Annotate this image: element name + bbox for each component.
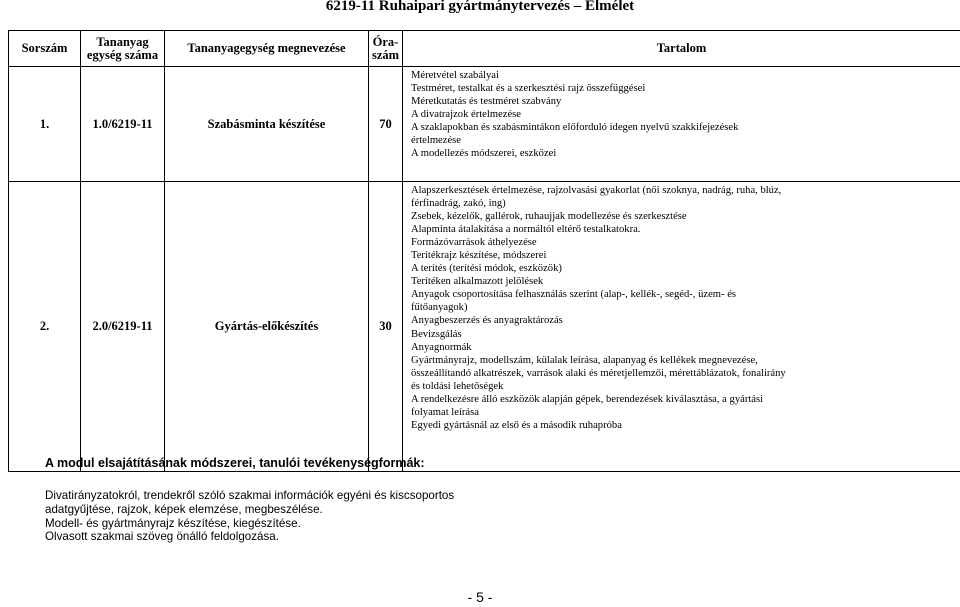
topic-line: A terítés (terítési módok, eszközök) (411, 263, 562, 275)
method-line: Divatirányzatokról, trendekről szóló szakmai információk egyéni és kiscsoportos (45, 489, 455, 502)
topic-line: Zsebek, kézelők, gallérok, ruhaujjak modellezése és szerkesztése (411, 211, 687, 223)
topic-line: A modellezés módszerei, eszközei (411, 148, 557, 160)
row-sorszam: 1. (9, 67, 81, 182)
topic-line: és toldási lehetőségek (411, 380, 504, 392)
topic-line: Méretkutatás és testméret szabvány (411, 96, 562, 108)
topic-line: A rendelkezésre álló eszközök alapján gépek, berendezések kiválasztása, a gyártási (411, 393, 764, 405)
header-oraszam-line1: Óra- (372, 34, 399, 49)
header-tananyag-line2: egység száma (86, 47, 159, 62)
row-topics (403, 67, 960, 182)
topic-line: folyamat leírása (411, 406, 479, 418)
document-title: 6219-11 Ruhaipari gyártmánytervezés – Elmélet (325, 0, 635, 14)
topic-line: A szaklapokban és szabásmintákon előforduló idegen nyelvű szakkifejezések (411, 122, 739, 134)
header-tartalom: Tartalom (403, 31, 960, 67)
topic-line: Gyártmányrajz, modellszám, külalak leírása, alapanyag és kellékek megnevezése, (411, 354, 758, 366)
methods-heading: A modul elsajátításának módszerei, tanulói tevékenységformák: (45, 456, 425, 470)
topic-line: Alapminta átalakítása a normáltól eltérő testalkatokra. (411, 224, 641, 236)
row-unit-name: Szabásminta készítése (165, 67, 369, 182)
topic-line: Anyagok csoportosítása felhasználás szerint (alap-, kellék-, segéd-, üzem- és (411, 289, 737, 301)
method-line: Olvasott szakmai szöveg önálló feldolgozása. (45, 530, 279, 544)
header-tananyag-egyseg-szama (81, 31, 165, 67)
topic-line: értelmezése (411, 135, 461, 147)
header-tananyagegyseg-megnevezese: Tananyagegység megnevezése (165, 31, 369, 67)
header-sorszam: Sorszám (9, 31, 81, 67)
topic-line: összeállítandó alkatrészek, varrások alaki és méretjellemzői, mérettáblázatok, fonalirány (411, 367, 786, 379)
topic-line: A divatrajzok értelmezése (411, 109, 522, 121)
header-oraszam (369, 31, 403, 67)
topic-line: Alapszerkesztések értelmezése, rajzolvasási gyakorlat (női szoknya, nadrág, ruha, blúz, (411, 185, 782, 196)
methods-list (45, 489, 454, 544)
header-oraszam-line2: szám (371, 47, 400, 62)
topic-line: Terítéken alkalmazott jelölések (411, 276, 544, 288)
method-line: Modell- és gyártmányrajz készítése, kiegészítése. (45, 516, 301, 530)
curriculum-table (8, 30, 960, 472)
row-unit-id: 2.0/6219-11 (81, 182, 165, 472)
topic-line: Anyagbeszerzés és anyagraktározás (411, 315, 563, 327)
table-header-row (9, 31, 960, 67)
topic-line: Egyedi gyártásnál az első és a második ruhapróba (411, 419, 622, 431)
topic-line: fűtőanyagok) (411, 302, 468, 314)
topic-line: férfinadrág, zakó, ing) (411, 198, 506, 210)
topic-line: Anyagnormák (411, 341, 472, 353)
topic-line: Testméret, testalkat és a szerkesztési rajz összefüggései (411, 83, 646, 95)
header-tananyag-line1: Tananyag (96, 34, 149, 49)
row-unit-name: Gyártás-előkészítés (165, 182, 369, 472)
topic-line: Formázóvarrások áthelyezése (411, 237, 537, 249)
row-hours: 30 (369, 182, 403, 472)
page-number: - 5 - (467, 589, 493, 605)
row-unit-id: 1.0/6219-11 (81, 67, 165, 182)
method-line: adatgyűjtése, rajzok, képek elemzése, megbeszélése. (45, 502, 323, 516)
topic-line: Bevizsgálás (411, 328, 462, 340)
topic-line: Méretvétel szabályai (411, 70, 499, 81)
row-sorszam: 2. (9, 182, 81, 472)
topic-line: Terítékrajz készítése, módszerei (411, 250, 547, 262)
row-topics (403, 182, 960, 472)
table-row (9, 67, 960, 182)
table-row (9, 182, 960, 472)
row-hours: 70 (369, 67, 403, 182)
